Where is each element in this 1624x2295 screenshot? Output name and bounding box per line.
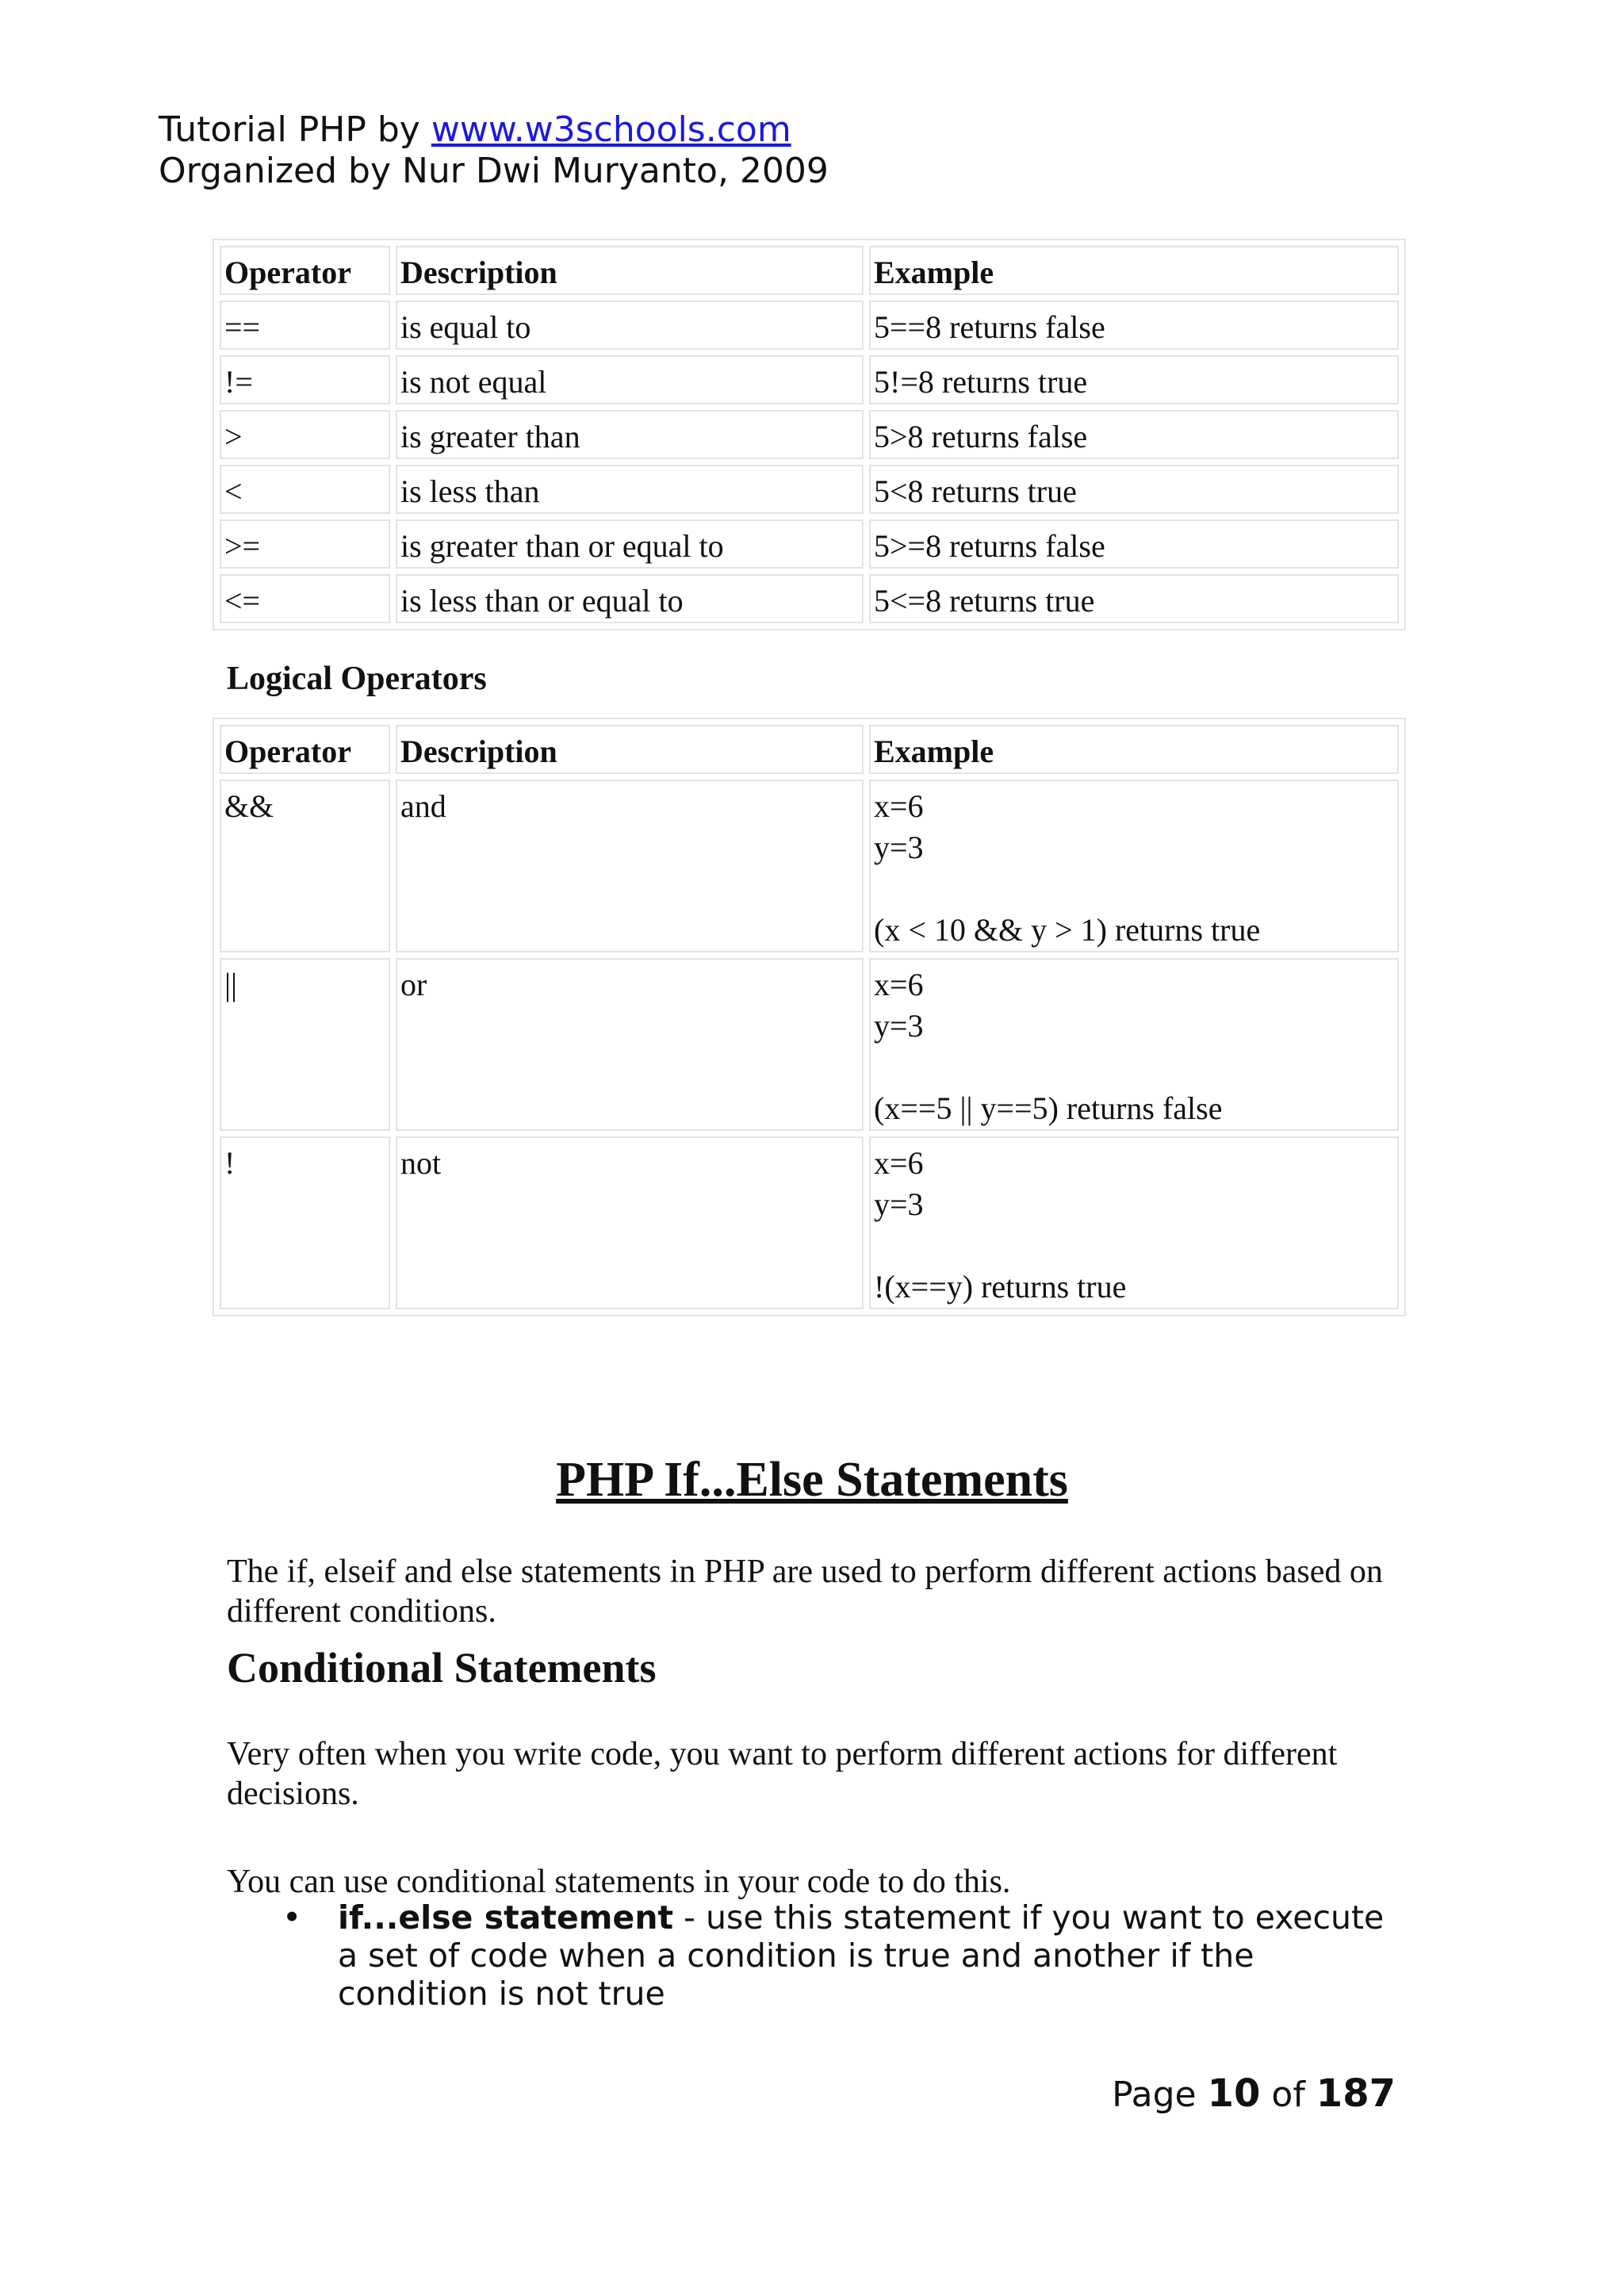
page-header (159, 109, 829, 192)
table-header-row (220, 246, 1399, 295)
table-header-row (220, 725, 1399, 774)
example-line: x=6 (874, 1145, 924, 1181)
example-cell: 5>=8 returns false (869, 519, 1399, 569)
description-cell: is not equal (396, 355, 864, 404)
header-cell: Operator (220, 246, 390, 295)
header-line-2: Organized by Nur Dwi Muryanto, 2009 (159, 151, 829, 191)
bullet-icon: • (282, 1898, 302, 1937)
operator-cell: ! (220, 1136, 390, 1309)
statement-list (279, 1898, 1389, 2013)
header-prefix: Tutorial PHP by (159, 109, 431, 150)
example-line: (x==5 || y==5) returns false (874, 1090, 1223, 1126)
table-row (220, 410, 1399, 459)
description-cell: is greater than or equal to (396, 519, 864, 569)
page-label: Page (1112, 2075, 1208, 2115)
example-line: y=3 (874, 829, 924, 865)
list-item-text: - use this statement if you want to execute a set of code when a condition is true and another if the condition is not true (338, 1898, 1385, 2013)
header-cell: Example (869, 725, 1399, 774)
operator-cell: <= (220, 574, 390, 623)
operator-cell: || (220, 958, 390, 1131)
page-number: 10 (1207, 2071, 1261, 2116)
logical-operators-table (213, 718, 1406, 1316)
header-cell: Description (396, 246, 864, 295)
conditional-statements-heading: Conditional Statements (227, 1644, 657, 1692)
logical-operators-heading: Logical Operators (227, 661, 487, 697)
example-line: x=6 (874, 788, 924, 824)
example-line: (x < 10 && y > 1) returns true (874, 912, 1261, 948)
operator-cell: < (220, 465, 390, 514)
table-row (220, 355, 1399, 404)
comparison-operators-table (213, 239, 1406, 630)
table-row (220, 574, 1399, 623)
table-row (220, 1136, 1399, 1309)
example-cell: 5>8 returns false (869, 410, 1399, 459)
conditional-paragraph-1: Very often when you write code, you want to perform different actions for different decisions. (227, 1736, 1338, 1812)
table-row (220, 519, 1399, 569)
list-item (279, 1898, 1389, 2013)
header-cell: Description (396, 725, 864, 774)
operator-cell: >= (220, 519, 390, 569)
description-cell: and (396, 780, 864, 952)
operator-cell: && (220, 780, 390, 952)
operator-cell: != (220, 355, 390, 404)
intro-paragraph: The if, elseif and else statements in PHP are used to perform different actions based on different conditions. (227, 1554, 1383, 1630)
example-cell (869, 780, 1399, 952)
description-cell: is greater than (396, 410, 864, 459)
header-cell: Example (869, 246, 1399, 295)
operator-cell: == (220, 301, 390, 350)
w3schools-link[interactable]: www.w3schools.com (431, 109, 791, 150)
description-cell: not (396, 1136, 864, 1309)
description-cell: is less than or equal to (396, 574, 864, 623)
table-row (220, 780, 1399, 952)
header-line-1 (159, 109, 829, 151)
of-label: of (1260, 2075, 1316, 2115)
operator-cell: > (220, 410, 390, 459)
section-title: PHP If...Else Statements (556, 1453, 1068, 1507)
example-cell: 5<=8 returns true (869, 574, 1399, 623)
example-line: !(x==y) returns true (874, 1269, 1127, 1305)
example-cell: 5<8 returns true (869, 465, 1399, 514)
example-line: x=6 (874, 967, 924, 1002)
example-cell: 5!=8 returns true (869, 355, 1399, 404)
list-item-term: if...else statement (338, 1898, 674, 1937)
header-cell: Operator (220, 725, 390, 774)
conditional-paragraph-2: You can use conditional statements in your code to do this. (227, 1864, 1011, 1900)
table-row (220, 301, 1399, 350)
example-cell (869, 1136, 1399, 1309)
description-cell: is less than (396, 465, 864, 514)
example-cell (869, 958, 1399, 1131)
table-row (220, 465, 1399, 514)
example-line: y=3 (874, 1186, 924, 1222)
description-cell: is equal to (396, 301, 864, 350)
description-cell: or (396, 958, 864, 1131)
page-footer (1112, 2071, 1396, 2117)
table-row (220, 958, 1399, 1131)
example-cell: 5==8 returns false (869, 301, 1399, 350)
page-total: 187 (1316, 2071, 1396, 2116)
example-line: y=3 (874, 1008, 924, 1044)
